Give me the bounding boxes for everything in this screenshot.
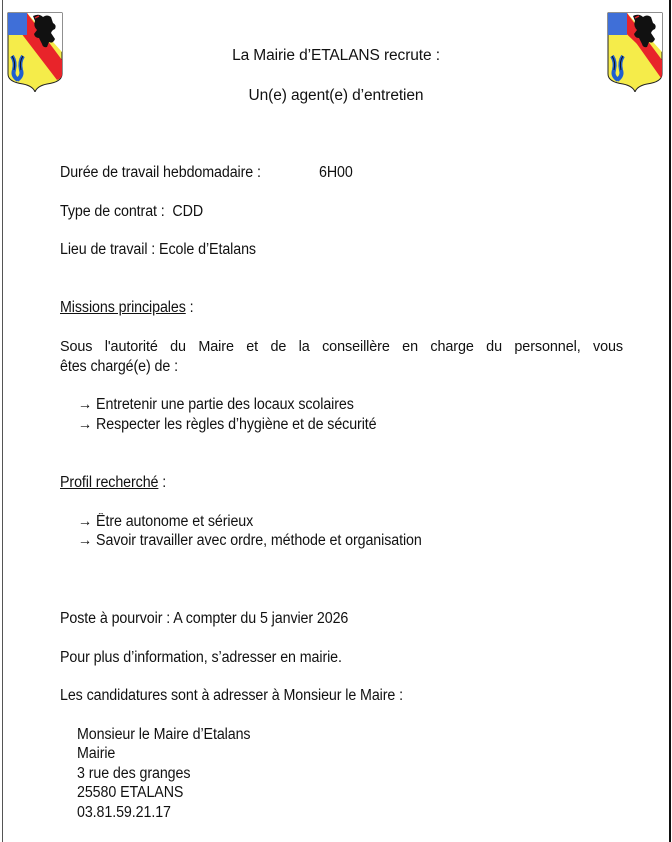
profile-heading-colon: : bbox=[158, 474, 167, 491]
location-row bbox=[60, 241, 256, 259]
profile-item-text: Être autonome et sérieux bbox=[96, 513, 254, 530]
address-line: Mairie bbox=[77, 745, 116, 762]
page-border-right bbox=[669, 0, 671, 842]
missions-heading-text: Missions principales bbox=[60, 299, 186, 316]
arrow-right-icon: → bbox=[78, 532, 93, 549]
info-line: Pour plus d’information, s’adresser en mairie. bbox=[60, 649, 342, 666]
location-value: Ecole d’Etalans bbox=[159, 241, 256, 258]
address-line: Monsieur le Maire d’Etalans bbox=[77, 726, 251, 743]
location-label: Lieu de travail : bbox=[60, 241, 156, 258]
mission-item-text: Respecter les règles d’hygiène et de sécurité bbox=[96, 416, 377, 433]
profile-heading bbox=[60, 474, 166, 492]
contract-row bbox=[60, 203, 203, 221]
job-title: Un(e) agent(e) d’entretien bbox=[248, 87, 424, 104]
hours-value: 6H00 bbox=[319, 164, 353, 181]
mission-item bbox=[78, 396, 354, 414]
contract-value: CDD bbox=[172, 203, 204, 220]
hours-label: Durée de travail hebdomadaire : bbox=[60, 164, 261, 181]
mission-item-text: Entretenir une partie des locaux scolaires bbox=[96, 396, 354, 413]
missions-heading-colon: : bbox=[185, 299, 194, 316]
arrow-right-icon: → bbox=[78, 396, 93, 413]
missions-heading bbox=[60, 299, 194, 317]
missions-intro-line1: Sous l'autorité du Maire et de la conseillère en charge du personnel, vous bbox=[60, 339, 623, 355]
start-date: Poste à pourvoir : A compter du 5 janvier 2026 bbox=[60, 610, 349, 627]
arrow-right-icon: → bbox=[78, 416, 93, 433]
page-title: La Mairie d’ETALANS recrute : bbox=[232, 47, 440, 64]
arrow-right-icon: → bbox=[78, 513, 93, 530]
contract-label: Type de contrat : bbox=[60, 203, 165, 220]
phone-number: 03.81.59.21.17 bbox=[77, 804, 171, 821]
profile-item-text: Savoir travailler avec ordre, méthode et organisation bbox=[96, 532, 422, 549]
profile-heading-text: Profil recherché bbox=[60, 474, 159, 491]
profile-item bbox=[78, 513, 253, 531]
address-line: 25580 ETALANS bbox=[77, 784, 184, 801]
profile-item bbox=[78, 532, 422, 550]
apply-line: Les candidatures sont à adresser à Monsieur le Maire : bbox=[60, 687, 404, 704]
mission-item bbox=[78, 416, 376, 434]
page-border-left bbox=[2, 0, 3, 842]
address-line: 3 rue des granges bbox=[77, 765, 191, 782]
missions-intro-line2: êtes chargé(e) de : bbox=[60, 358, 178, 375]
